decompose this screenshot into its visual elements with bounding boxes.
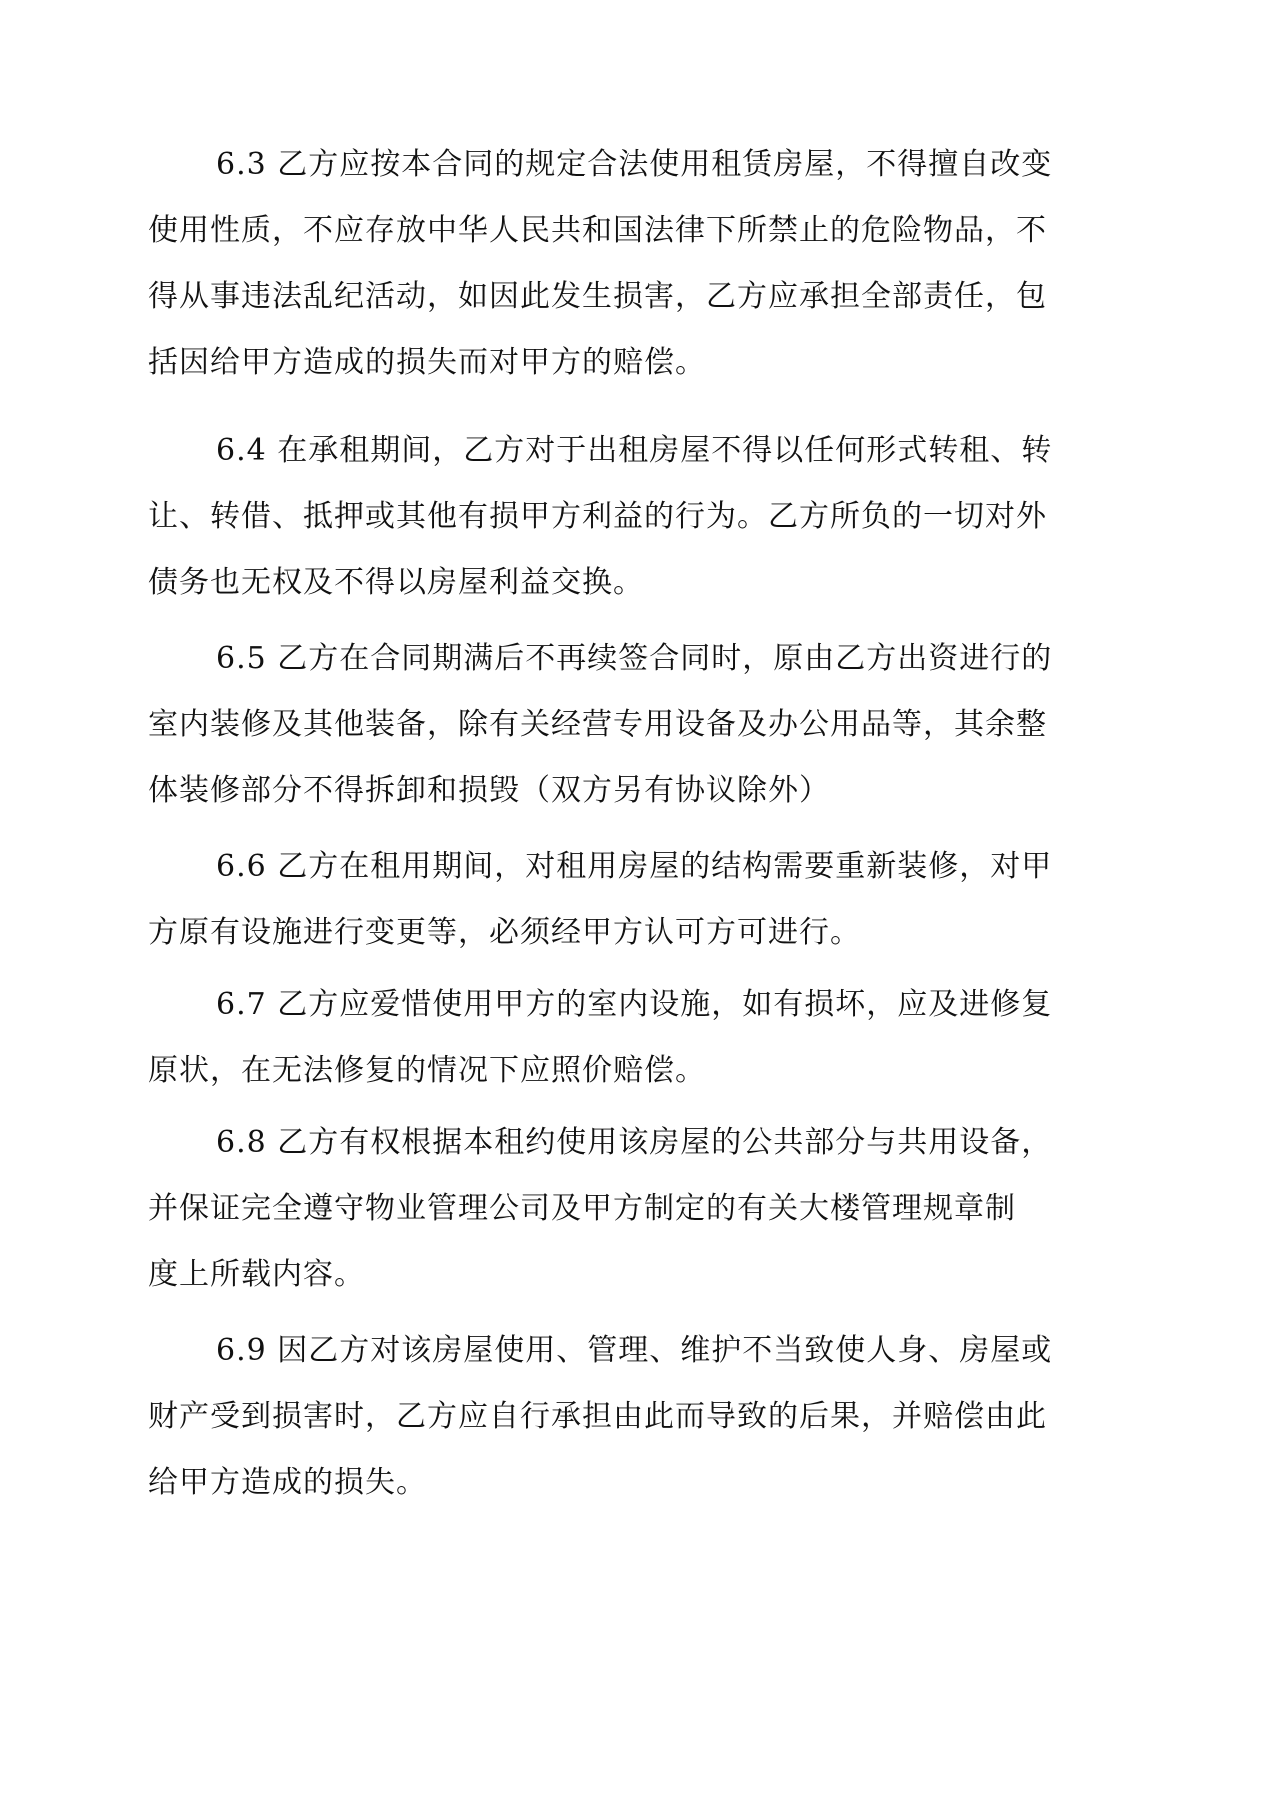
clause-6-6 xyxy=(148,834,1148,966)
text-line: 6.4 在承租期间，乙方对于出租房屋不得以任何形式转租、转 xyxy=(216,433,1053,468)
text-line: 6.3 乙方应按本合同的规定合法使用租赁房屋，不得擅自改变 xyxy=(216,147,1053,182)
clause-6-7 xyxy=(148,972,1148,1104)
text-line: 6.8 乙方有权根据本租约使用该房屋的公共部分与共用设备， xyxy=(216,1125,1053,1160)
text-line: 体装修部分不得拆卸和损毁（双方另有协议除外） xyxy=(148,773,830,808)
text-line: 财产受到损害时，乙方应自行承担由此而导致的后果，并赔偿由此 xyxy=(148,1399,1047,1434)
text-line: 度上所载内容。 xyxy=(148,1257,365,1292)
text-line: 让、转借、抵押或其他有损甲方利益的行为。乙方所负的一切对外 xyxy=(148,499,1047,534)
text-line: 给甲方造成的损失。 xyxy=(148,1465,427,1500)
text-line: 债务也无权及不得以房屋利益交换。 xyxy=(148,565,644,600)
clause-6-4 xyxy=(148,418,1148,616)
text-line: 使用性质，不应存放中华人民共和国法律下所禁止的危险物品，不 xyxy=(148,213,1047,248)
text-line: 括因给甲方造成的损失而对甲方的赔偿。 xyxy=(148,345,706,380)
text-line: 得从事违法乱纪活动，如因此发生损害，乙方应承担全部责任，包 xyxy=(148,279,1047,314)
clause-6-5 xyxy=(148,626,1148,824)
text-line: 原状，在无法修复的情况下应照价赔偿。 xyxy=(148,1053,706,1088)
text-line: 6.7 乙方应爱惜使用甲方的室内设施，如有损坏，应及进修复 xyxy=(216,987,1053,1022)
text-line: 6.6 乙方在租用期间，对租用房屋的结构需要重新装修，对甲 xyxy=(216,849,1053,884)
clause-6-8 xyxy=(148,1110,1148,1308)
text-line: 6.9 因乙方对该房屋使用、管理、维护不当致使人身、房屋或 xyxy=(216,1333,1053,1368)
clause-6-3 xyxy=(148,132,1148,396)
text-line: 室内装修及其他装备，除有关经营专用设备及办公用品等，其余整 xyxy=(148,707,1047,742)
clause-6-9 xyxy=(148,1318,1148,1516)
text-line: 6.5 乙方在合同期满后不再续签合同时，原由乙方出资进行的 xyxy=(216,641,1053,676)
text-line: 并保证完全遵守物业管理公司及甲方制定的有关大楼管理规章制 xyxy=(148,1191,1016,1226)
text-line: 方原有设施进行变更等，必须经甲方认可方可进行。 xyxy=(148,915,861,950)
